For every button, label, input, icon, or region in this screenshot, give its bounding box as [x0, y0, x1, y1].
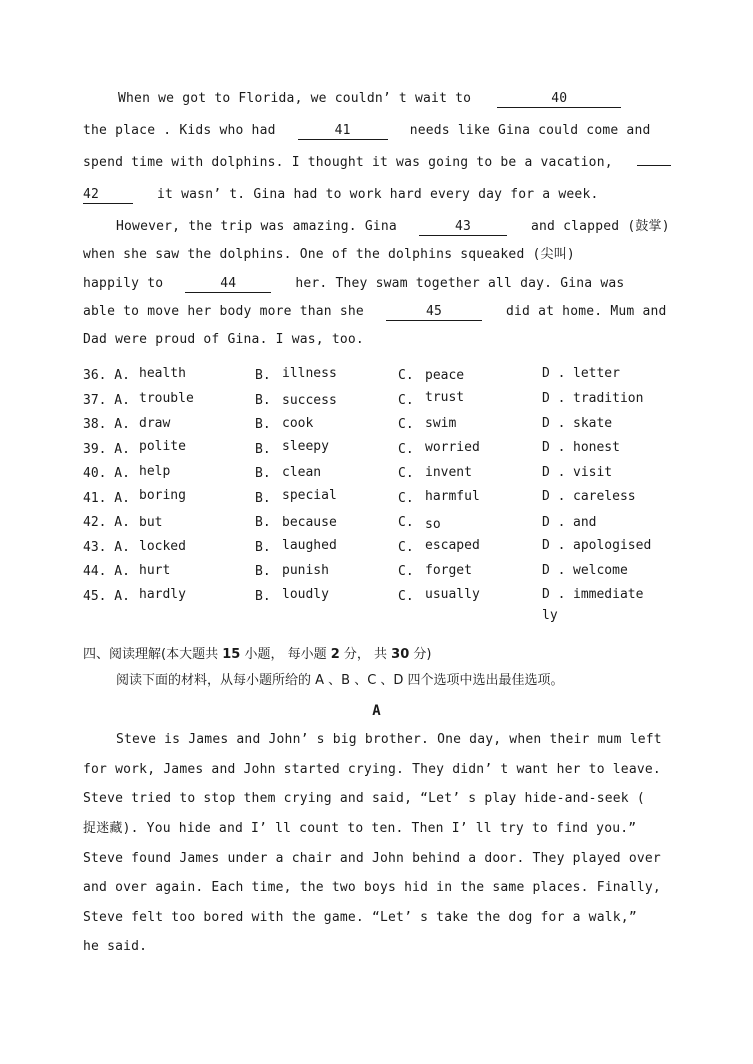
passage-text: Steve is James and John’ s big brother. One day, when their mum left [116, 732, 662, 747]
cloze-text: it wasn’ t. Gina had to work hard every day for a week. [157, 187, 599, 202]
option-d[interactable]: skate [573, 416, 613, 431]
option-c[interactable]: usually [425, 587, 480, 602]
option-b[interactable]: sleepy [282, 439, 329, 454]
blank-number: 41 [334, 123, 351, 138]
option-b-letter: B. [255, 417, 271, 432]
option-c-letter: C. [398, 515, 414, 530]
passage-text: 捉迷藏). You hide and I’ ll count to ten. Then I’ ll try to find you.” [83, 821, 637, 836]
passage-line [83, 850, 661, 868]
option-b-letter: B. [255, 515, 271, 530]
option-b-letter: B. [255, 368, 271, 383]
passage-text: Steve found James under a chair and John behind a door. They played over [83, 851, 661, 866]
option-d-letter: D . [542, 538, 566, 553]
cloze-line [83, 154, 671, 172]
option-d[interactable]: careless [573, 489, 636, 504]
option-c[interactable]: harmful [425, 489, 480, 504]
option-b[interactable]: cook [282, 416, 314, 431]
option-c[interactable]: worried [425, 440, 480, 455]
option-d[interactable]: and [573, 515, 597, 530]
cloze-text: able to move her body more than she [83, 304, 364, 319]
passage-line [83, 879, 661, 897]
option-d-letter: D . [542, 440, 566, 455]
option-b-letter: B. [255, 491, 271, 506]
cloze-text: When we got to Florida, we couldn’ t wait to [118, 91, 472, 106]
heading-text: 分) [409, 647, 432, 662]
blank-45 [386, 304, 482, 321]
cloze-line [83, 303, 667, 321]
option-c-letter: C. [398, 417, 414, 432]
cloze-text: happily to [83, 276, 164, 291]
option-d[interactable]: visit [573, 465, 613, 480]
option-d[interactable]: letter [573, 366, 620, 381]
blank-44 [185, 276, 271, 293]
option-d[interactable]: honest [573, 440, 620, 455]
option-b[interactable]: loudly [282, 587, 329, 602]
option-b[interactable]: clean [282, 465, 322, 480]
blank-43 [419, 219, 507, 236]
cloze-text: spend time with dolphins. I thought it was going to be a vacation, [83, 155, 613, 170]
cloze-text: and clapped (鼓掌) [531, 219, 670, 234]
question-number: 43. A. [83, 540, 130, 555]
passage-text: he said. [83, 939, 148, 954]
option-c-letter: C. [398, 393, 414, 408]
option-d-letter: D . [542, 489, 566, 504]
option-d-letter: D . [542, 515, 566, 530]
passage-line [83, 909, 637, 927]
question-number: 41. A. [83, 491, 130, 506]
question-count: 15 [222, 647, 241, 662]
option-b-letter: B. [255, 466, 271, 481]
option-c-letter: C. [398, 564, 414, 579]
option-c-letter: C. [398, 491, 414, 506]
cloze-text: needs like Gina could come and [409, 123, 651, 138]
option-a[interactable]: trouble [139, 391, 194, 406]
cloze-text: However, the trip was amazing. Gina [116, 219, 397, 234]
option-d[interactable]: apologised [573, 538, 652, 553]
option-c[interactable]: so [425, 517, 441, 532]
question-number: 42. A. [83, 515, 130, 530]
option-b[interactable]: illness [282, 366, 337, 381]
passage-text: Steve tried to stop them crying and said, “Let’ s play hide-and-seek ( [83, 791, 645, 806]
passage-line [83, 938, 147, 956]
option-a[interactable]: draw [139, 416, 171, 431]
points-each: 2 [330, 647, 340, 662]
option-b-letter: B. [255, 564, 271, 579]
option-a[interactable]: locked [139, 539, 186, 554]
question-number: 45. A. [83, 589, 130, 604]
option-d-letter: D . [542, 391, 566, 406]
question-number: 36. A. [83, 368, 130, 383]
option-d-letter: D . [542, 465, 566, 480]
cloze-line [118, 90, 621, 108]
option-d-letter: D . [542, 416, 566, 431]
option-d-letter: D . [542, 563, 566, 578]
cloze-text: when she saw the dolphins. One of the dolphins squeaked (尖叫) [83, 247, 575, 262]
question-number: 38. A. [83, 417, 130, 432]
option-b[interactable]: punish [282, 563, 329, 578]
option-b-letter: B. [255, 442, 271, 457]
cloze-line [83, 122, 651, 140]
blank-number: 43 [454, 219, 471, 234]
blank-number: 40 [551, 91, 568, 106]
cloze-text: her. They swam together all day. Gina was [295, 276, 625, 291]
blank-41 [298, 123, 388, 140]
cloze-line [83, 186, 599, 204]
blank-42-start [637, 165, 671, 166]
option-a[interactable]: hardly [139, 587, 186, 602]
option-c-letter: C. [398, 589, 414, 604]
option-c-letter: C. [398, 368, 414, 383]
question-number: 40. A. [83, 466, 130, 481]
option-b-letter: B. [255, 393, 271, 408]
option-d-letter: D . [542, 366, 566, 381]
passage-text: Steve felt too bored with the game. “Let’ s take the dog for a walk,” [83, 910, 637, 925]
blank-number: 45 [425, 304, 442, 319]
passage-line [83, 790, 645, 808]
cloze-line [83, 246, 575, 264]
option-c-letter: C. [398, 466, 414, 481]
heading-text: 小题， 每小题 [240, 647, 331, 662]
option-c[interactable]: escaped [425, 538, 480, 553]
option-b-letter: B. [255, 540, 271, 555]
option-c[interactable]: peace [425, 368, 465, 383]
passage-text: and over again. Each time, the two boys hid in the same places. Finally, [83, 880, 661, 895]
option-b[interactable]: success [282, 393, 337, 408]
cloze-text: did at home. Mum and [506, 304, 667, 319]
question-number: 39. A. [83, 442, 130, 457]
option-d-wrap: ly [542, 608, 558, 623]
option-a[interactable]: help [139, 464, 171, 479]
blank-42 [83, 187, 133, 204]
points-total: 30 [391, 647, 410, 662]
option-b[interactable]: special [282, 488, 337, 503]
blank-number: 42 [83, 187, 100, 202]
option-a[interactable]: polite [139, 439, 186, 454]
cloze-line [83, 275, 624, 293]
passage-label [0, 702, 753, 720]
passage-line [83, 761, 661, 779]
option-d[interactable]: welcome [573, 563, 628, 578]
heading-text: 四、阅读理解(本大题共 [83, 647, 223, 662]
option-a[interactable]: but [139, 515, 163, 530]
option-d[interactable]: tradition [573, 391, 644, 406]
blank-number: 44 [220, 276, 237, 291]
option-c-letter: C. [398, 540, 414, 555]
blank-40 [497, 91, 621, 108]
instruction-text: 阅读下面的材料，从每小题所给的 A 、B 、C 、D 四个选项中选出最佳选项。 [116, 673, 564, 688]
option-b-letter: B. [255, 589, 271, 604]
option-c[interactable]: forget [425, 563, 472, 578]
passage-line [116, 731, 662, 749]
passage-text: for work, James and John started crying. They didn’ t want her to leave. [83, 762, 661, 777]
option-c[interactable]: trust [425, 390, 465, 405]
question-number: 44. A. [83, 564, 130, 579]
cloze-line [116, 218, 670, 236]
option-a[interactable]: boring [139, 488, 186, 503]
section-heading [83, 646, 431, 664]
option-b[interactable]: because [282, 515, 337, 530]
passage-letter: A [372, 703, 381, 719]
cloze-text: the place . Kids who had [83, 123, 276, 138]
option-c-letter: C. [398, 442, 414, 457]
heading-text: 分， 共 [339, 647, 392, 662]
option-a[interactable]: hurt [139, 563, 171, 578]
option-c[interactable]: swim [425, 416, 457, 431]
section-instruction [116, 672, 564, 690]
cloze-text: Dad were proud of Gina. I was, too. [83, 332, 364, 347]
question-number: 37. A. [83, 393, 130, 408]
option-d-letter: D . [542, 587, 566, 602]
option-a[interactable]: health [139, 366, 186, 381]
option-c[interactable]: invent [425, 465, 472, 480]
option-b[interactable]: laughed [282, 538, 337, 553]
option-d[interactable]: immediate [573, 587, 644, 602]
cloze-line [83, 331, 364, 349]
passage-line [83, 820, 636, 838]
